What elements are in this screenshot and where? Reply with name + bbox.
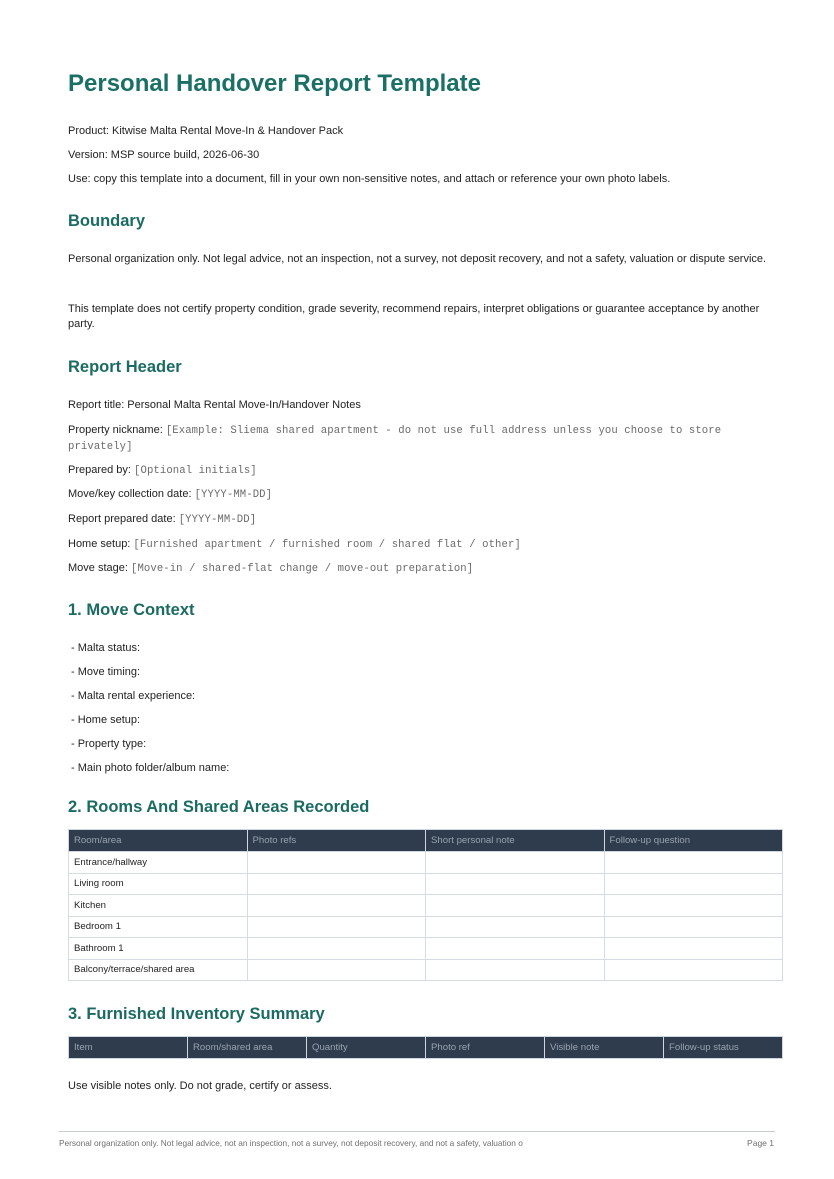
column-header: Follow-up status [664,1037,783,1059]
field-placeholder: [Furnished apartment / furnished room / shared flat / other] [133,539,521,551]
table-cell [247,959,426,981]
table-cell [247,938,426,960]
column-header: Room/shared area [188,1037,307,1059]
table-cell [247,852,426,874]
inventory-note: Use visible notes only. Do not grade, certify or assess. [68,1080,332,1092]
table-cell [426,852,605,874]
table-cell: Balcony/terrace/shared area [69,959,248,981]
list-item: - Main photo folder/album name: [71,762,230,774]
column-header: Follow-up question [604,830,783,852]
table-cell [604,938,783,960]
table-row [69,959,783,981]
table-row [69,852,783,874]
table-cell [604,873,783,895]
table-cell: Bathroom 1 [69,938,248,960]
list-item: - Move timing: [71,666,141,678]
column-header: Photo refs [247,830,426,852]
field-placeholder: [Optional initials] [134,465,257,477]
column-header: Room/area [69,830,248,852]
table-cell [426,938,605,960]
table-cell [604,895,783,917]
list-item: - Home setup: [71,714,141,726]
table-row [69,873,783,895]
table-header-row [69,1037,783,1059]
move-date-field [68,487,783,503]
meta-use: Use: copy this template into a document, fill in your own non-sensitive notes, and attach or reference your own photo labels. [68,173,671,185]
meta-version: Version: MSP source build, 2026-06-30 [68,149,260,161]
field-label: Move stage: [68,562,131,574]
list-item: - Malta rental experience: [71,690,196,702]
field-label: Report prepared date: [68,513,179,525]
column-header: Visible note [545,1037,664,1059]
boundary-heading: Boundary [68,212,146,230]
column-header: Photo ref [426,1037,545,1059]
table-cell [426,895,605,917]
footer-disclaimer: Personal organization only. Not legal advice, not an inspection, not a survey, not deposit recovery, and not a safety, valuation o [59,1138,523,1148]
table-cell: Living room [69,873,248,895]
inventory-table [68,1036,783,1059]
move-stage-field [68,561,783,577]
field-placeholder: [Example: Sliema shared apartment - do not use full address unless you choose to store privately] [68,425,722,453]
table-header-row [69,830,783,852]
field-label: Prepared by: [68,464,135,476]
table-row [69,938,783,960]
table-cell [247,916,426,938]
table-row [69,895,783,917]
table-cell [247,873,426,895]
field-label: Home setup: [68,538,134,550]
table-cell: Kitchen [69,895,248,917]
field-label: Move/key collection date: [68,488,195,500]
inventory-heading: 3. Furnished Inventory Summary [68,1005,325,1023]
table-cell [604,852,783,874]
boundary-paragraph-1: Personal organization only. Not legal advice, not an inspection, not a survey, not deposit recovery, and not a safety, valuation or dispute service. [68,253,767,265]
meta-product: Product: Kitwise Malta Rental Move-In & Handover Pack [68,125,344,137]
list-item: - Malta status: [71,642,141,654]
column-header: Short personal note [426,830,605,852]
table-cell [426,873,605,895]
page-number: Page 1 [747,1138,774,1148]
table-cell [247,895,426,917]
field-placeholder: [Move-in / shared-flat change / move-out preparation] [130,563,474,575]
report-title-field: Report title: Personal Malta Rental Move-In/Handover Notes [68,399,361,411]
field-label: Property nickname: [68,424,166,436]
property-nickname-field [68,423,783,455]
table-cell [426,959,605,981]
move-context-heading: 1. Move Context [68,601,195,619]
table-cell [426,916,605,938]
page-title: Personal Handover Report Template [68,70,481,97]
report-date-field [68,512,783,528]
list-item: - Property type: [71,738,147,750]
field-placeholder: [YYYY-MM-DD] [194,489,273,501]
table-row [69,916,783,938]
table-cell [604,959,783,981]
home-setup-field [68,537,783,553]
table-cell: Entrance/hallway [69,852,248,874]
column-header: Item [69,1037,188,1059]
column-header: Quantity [307,1037,426,1059]
table-cell: Bedroom 1 [69,916,248,938]
footer-divider [59,1131,775,1132]
prepared-by-field [68,463,783,479]
table-cell [604,916,783,938]
report-header-heading: Report Header [68,358,182,376]
boundary-paragraph-2: This template does not certify property condition, grade severity, recommend repairs, interpret obligations or guarantee acceptance by another party. [68,303,760,330]
rooms-heading: 2. Rooms And Shared Areas Recorded [68,798,370,816]
rooms-table [68,829,783,981]
field-placeholder: [YYYY-MM-DD] [178,514,257,526]
